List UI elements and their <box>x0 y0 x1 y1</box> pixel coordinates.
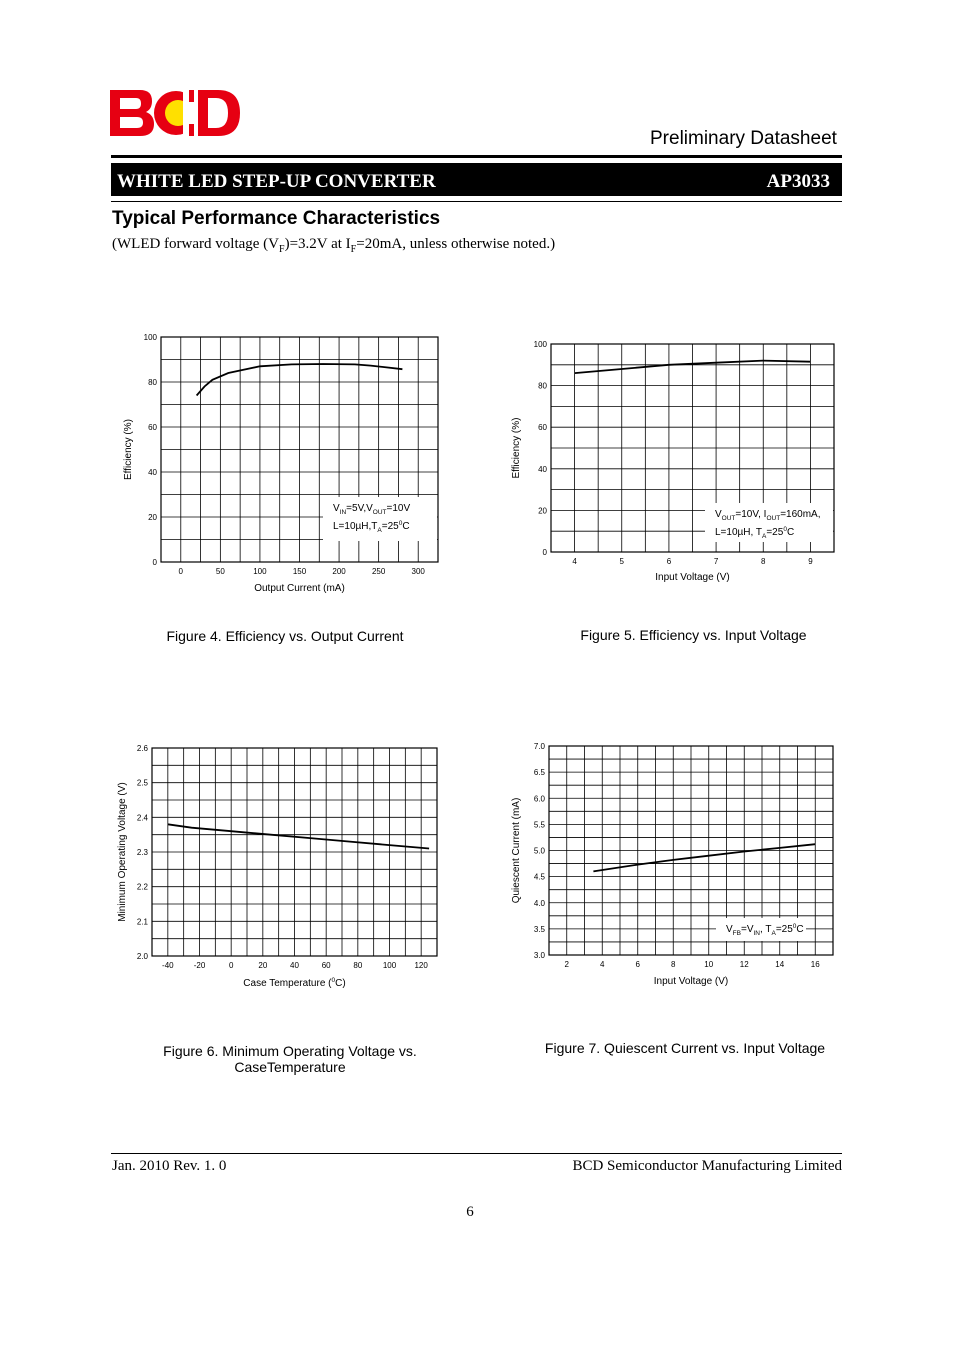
x-axis-label <box>243 977 345 989</box>
figure-7-caption: Figure 7. Quiescent Current vs. Input Voltage <box>544 1040 826 1056</box>
annotation-part: 0 <box>331 977 336 984</box>
y-tick-label: 2.3 <box>136 848 148 857</box>
annotation-part: A <box>762 533 767 540</box>
y-tick-label: 80 <box>538 381 547 391</box>
section-heading: Typical Performance Characteristics <box>112 208 441 229</box>
annotation-part: , T <box>760 924 772 935</box>
annotation-part: L=10µH, T <box>715 527 762 538</box>
y-tick-label: 0 <box>542 548 547 557</box>
x-tick-label: 40 <box>290 961 299 970</box>
x-tick-label: 10 <box>704 960 714 969</box>
y-tick-label: 3.5 <box>533 924 545 934</box>
annotation-line2 <box>715 526 794 540</box>
x-tick-label: 14 <box>775 960 785 969</box>
annotation-part: C <box>796 924 804 935</box>
y-axis-label: Efficiency (%) <box>123 419 134 480</box>
y-axis-label: Efficiency (%) <box>511 417 522 479</box>
annotation-part: =V <box>740 924 754 935</box>
figure-6-caption-line2: CaseTemperature <box>234 1059 346 1075</box>
fig5-chart <box>511 340 834 583</box>
annotation-part: IN <box>339 509 347 516</box>
annotation-part: L=10µH,T <box>333 521 378 532</box>
x-tick-label: 5 <box>619 557 624 566</box>
annotation-part: OUT <box>721 515 736 522</box>
y-tick-label: 80 <box>148 378 157 387</box>
annotation-part: 0 <box>792 923 797 930</box>
y-tick-label: 2.2 <box>136 882 148 892</box>
fig4-chart <box>123 333 438 594</box>
annotation-part: V <box>333 503 340 514</box>
y-tick-label: 3.0 <box>533 951 545 960</box>
test-conditions: (WLED forward voltage $(V_F)=3.2V$ at $I_F=20mA$, unless otherwise noted.) <box>112 236 556 255</box>
annotation-part: 0 <box>398 520 403 527</box>
annotation-part: IN <box>753 930 760 937</box>
x-tick-label: 100 <box>382 961 397 970</box>
y-tick-label: 6.5 <box>533 768 545 778</box>
y-axis-label: Minimum Operating Voltage (V) <box>117 782 128 922</box>
x-tick-label: 12 <box>739 960 749 969</box>
annotation-part: V <box>726 924 733 935</box>
x-tick-label: 9 <box>808 557 813 566</box>
x-axis-label: Input Voltage (V) <box>655 572 730 583</box>
annotation-part: =25 <box>766 527 784 538</box>
doc-type-label: Preliminary Datasheet <box>650 128 837 149</box>
x-tick-label: 120 <box>414 961 428 970</box>
x-tick-label: 8 <box>761 557 766 566</box>
y-tick-label: 20 <box>148 513 157 522</box>
y-tick-label: 20 <box>538 506 547 516</box>
series-line <box>593 844 815 871</box>
product-title: WHITE LED STEP-UP CONVERTER <box>117 171 436 192</box>
y-tick-label: 4.0 <box>533 898 545 908</box>
annotation-part: =10V <box>386 503 411 514</box>
annotation-part: =160mA, <box>780 509 821 520</box>
x-tick-label: 8 <box>671 960 676 969</box>
figure-4-caption: Figure 4. Efficiency vs. Output Current <box>166 628 404 644</box>
y-tick-label: 5.0 <box>533 846 545 856</box>
annotation-part: OUT <box>766 515 781 522</box>
x-tick-label: 250 <box>371 567 386 576</box>
figure-6-caption-line1: Figure 6. Minimum Operating Voltage vs. <box>163 1043 417 1059</box>
annotation-part: A <box>377 527 382 534</box>
x-tick-label: -20 <box>193 961 206 970</box>
annotation-part: Case Temperature ( <box>243 978 332 989</box>
x-tick-label: 7 <box>713 557 719 566</box>
x-tick-label: 20 <box>258 961 268 970</box>
annotation-part: A <box>771 930 776 937</box>
x-tick-label: 300 <box>411 567 425 576</box>
annotation-part: OUT <box>372 509 387 516</box>
x-tick-label: 4 <box>600 960 605 969</box>
y-tick-label: 60 <box>148 423 157 432</box>
footer-date-revision: Jan. 2010 Rev. 1. 0 <box>112 1158 227 1174</box>
annotation-part: 0 <box>783 526 787 533</box>
x-tick-label: 60 <box>321 961 331 970</box>
x-tick-label: -40 <box>162 961 174 970</box>
annotation-line2 <box>333 520 410 534</box>
annotation-part: =10V, I <box>735 509 767 520</box>
annotation-part: V <box>715 509 722 520</box>
figure-6-caption <box>140 1043 440 1075</box>
fig6-chart <box>117 744 437 989</box>
annotation-part: C <box>402 521 410 532</box>
y-tick-label: 2.1 <box>136 917 148 927</box>
part-number: AP3033 <box>766 171 830 192</box>
x-tick-label: 16 <box>810 960 820 969</box>
y-tick-label: 0 <box>152 558 157 567</box>
annotation-part: FB <box>732 930 741 937</box>
y-tick-label: 2.5 <box>136 778 148 788</box>
fig7-chart <box>511 742 833 987</box>
y-tick-label: 2.6 <box>136 744 148 753</box>
x-tick-label: 6 <box>635 960 640 969</box>
x-tick-label: 50 <box>215 567 225 576</box>
annotation-part: =5V,V <box>346 503 373 514</box>
x-axis-label: Output Current (mA) <box>254 583 345 594</box>
x-tick-label: 200 <box>332 567 346 576</box>
y-axis-label: Quiescent Current (mA) <box>511 797 522 904</box>
y-tick-label: 60 <box>538 423 547 433</box>
x-tick-label: 0 <box>178 567 184 576</box>
y-tick-label: 100 <box>533 340 547 349</box>
y-tick-label: 7.0 <box>533 742 545 751</box>
annotation-part: C <box>786 527 795 538</box>
y-tick-label: 6.0 <box>533 794 545 804</box>
annotation-part: C) <box>335 978 346 989</box>
y-tick-label: 40 <box>148 468 157 477</box>
page-number: 6 <box>466 1204 474 1220</box>
x-tick-label: 150 <box>292 567 307 576</box>
y-tick-label: 5.5 <box>533 820 545 830</box>
annotation-part: =25 <box>775 924 793 935</box>
series-line <box>168 824 429 848</box>
footer-company: BCD Semiconductor Manufacturing Limited <box>572 1158 842 1174</box>
y-tick-label: 100 <box>143 333 157 342</box>
y-tick-label: 2.4 <box>136 813 148 823</box>
annotation-part: =25 <box>381 521 399 532</box>
x-axis-label: Input Voltage (V) <box>653 976 729 987</box>
x-tick-label: 0 <box>228 961 234 970</box>
y-tick-label: 4.5 <box>533 872 545 882</box>
x-tick-label: 2 <box>564 960 569 969</box>
figure-5-caption: Figure 5. Efficiency vs. Input Voltage <box>580 627 807 643</box>
x-tick-label: 6 <box>666 557 672 566</box>
footer-rule <box>111 1153 842 1154</box>
x-tick-label: 4 <box>572 557 577 566</box>
y-tick-label: 2.0 <box>136 952 148 961</box>
annotation-box <box>323 497 437 541</box>
x-tick-label: 100 <box>253 567 267 576</box>
x-tick-label: 80 <box>353 961 363 970</box>
y-tick-label: 40 <box>538 464 547 474</box>
